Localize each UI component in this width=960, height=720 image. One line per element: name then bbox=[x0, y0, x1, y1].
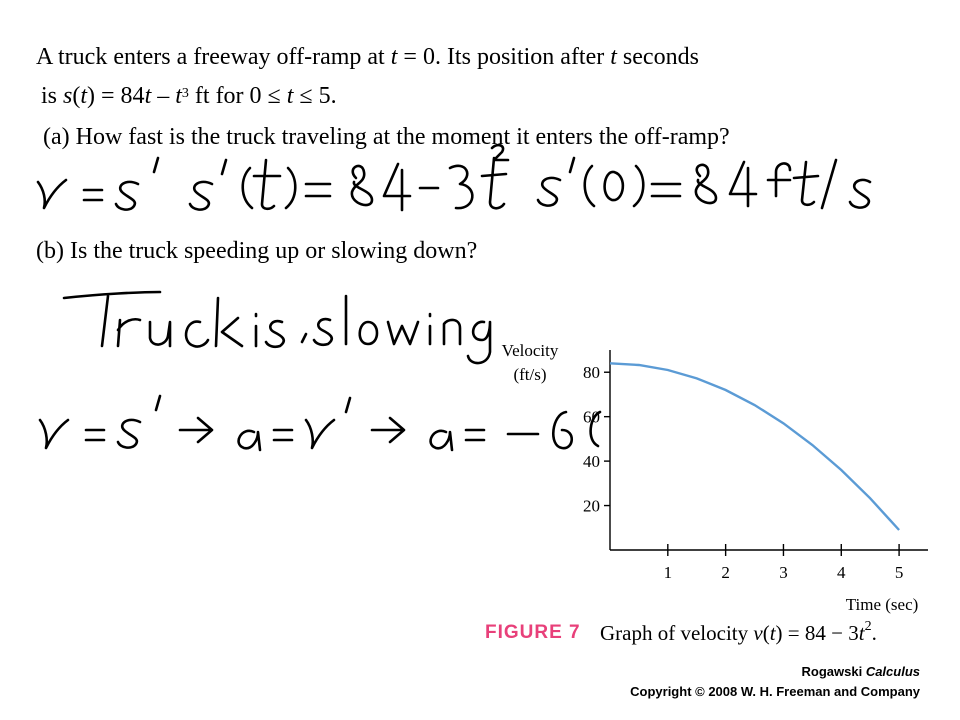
x-tick-label: 4 bbox=[837, 563, 846, 582]
problem-text: seconds bbox=[616, 44, 699, 70]
caption-var-t: t bbox=[858, 621, 865, 645]
x-axis-label: Time (sec) bbox=[845, 595, 919, 614]
part-a-question: (a) How fast is the truck traveling at the moment it enters the off-ramp? bbox=[43, 124, 730, 150]
velocity-chart bbox=[480, 330, 960, 660]
credit-copyright: Copyright © 2008 W. H. Freeman and Company bbox=[630, 684, 920, 699]
exponent: 3 bbox=[181, 86, 189, 101]
problem-text: A truck enters a freeway off-ramp at bbox=[36, 44, 391, 70]
handwriting-truck-is-slowing bbox=[64, 292, 490, 363]
y-axis-label-line-2: (ft/s) bbox=[513, 365, 547, 384]
y-ticks bbox=[583, 363, 610, 515]
caption-exponent: 2 bbox=[864, 619, 872, 634]
var-t: t bbox=[610, 44, 617, 70]
x-tick-label: 5 bbox=[894, 563, 904, 582]
problem-text: is bbox=[41, 83, 64, 109]
x-tick-label: 3 bbox=[779, 563, 788, 582]
problem-text: = 0. Its position after bbox=[397, 44, 611, 70]
problem-text: ) = 84 bbox=[87, 83, 145, 109]
figure-label: FIGURE 7 bbox=[485, 622, 581, 643]
credit-author: Rogawski bbox=[801, 664, 866, 679]
y-tick-label: 60 bbox=[583, 407, 600, 427]
problem-text: ≤ 5. bbox=[293, 83, 337, 109]
var-t: t bbox=[390, 44, 398, 70]
credit-book bbox=[802, 664, 920, 679]
y-tick-label: 20 bbox=[583, 496, 600, 516]
velocity-curve bbox=[610, 363, 899, 530]
problem-text: ft for 0 ≤ bbox=[188, 83, 287, 109]
y-axis-label-line-1: Velocity bbox=[501, 341, 559, 360]
y-tick-label: 40 bbox=[583, 452, 600, 472]
caption-var-t: t bbox=[769, 621, 776, 645]
var-t: t bbox=[80, 83, 88, 109]
problem-text: – bbox=[151, 83, 176, 109]
credit-title: Calculus bbox=[865, 664, 920, 679]
caption-text: . bbox=[871, 621, 877, 645]
x-tick-label: 2 bbox=[721, 563, 730, 582]
caption-text: ) = 84 − 3 bbox=[775, 621, 859, 645]
problem-text: ( bbox=[72, 83, 81, 109]
caption-text: Graph of velocity bbox=[600, 621, 754, 645]
caption-var-v: v bbox=[753, 621, 763, 645]
y-axis-label bbox=[502, 341, 559, 384]
var-t: t bbox=[144, 83, 152, 109]
part-b-question: (b) Is the truck speeding up or slowing down? bbox=[36, 238, 478, 264]
figure-caption bbox=[600, 621, 877, 646]
var-s: s bbox=[63, 83, 73, 109]
var-t: t bbox=[175, 83, 182, 109]
caption-text: ( bbox=[762, 621, 770, 645]
var-t: t bbox=[286, 83, 294, 109]
x-tick-label: 1 bbox=[663, 563, 673, 582]
y-tick-label: 80 bbox=[583, 363, 600, 383]
